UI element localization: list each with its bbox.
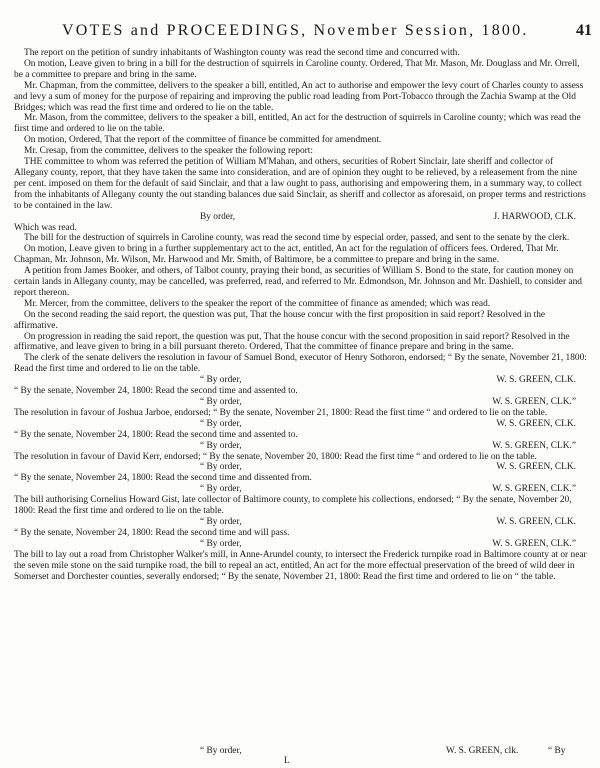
clerk-name: W. S. GREEN, CLK. xyxy=(496,516,576,527)
paragraph: The bill for the destruction of squirrels in Caroline county, was read the second time by especial order, passed, and sent to the senate by the clerk. xyxy=(24,233,570,244)
running-title: VOTES and PROCEEDINGS, November Session, 1800. xyxy=(62,22,529,39)
clerk-name: J. HARWOOD, CLK. xyxy=(493,211,576,222)
by-order: “ By order, xyxy=(200,397,242,407)
clerk-name: W. S. GREEN, CLK.” xyxy=(492,538,576,549)
report-text: THE committee to whom was referred the petition of William M'Mahan, and others, securities of Robert Sinclair, late sheriff and collector of Allegany county, report, that they have taken the same into consideration, and are of opinion they ought to be relieved, by a releasement from the nine per cent. imposed on them for the default of said Sinclair, and that a law ought to pass, authorising and empowering them, in a summary way, to collect from the inhabitants of Allegany county the out standing balances due said Sinclair, as sheriff and collector as aforesaid, on proper terms and restrictions to be contained in the law. xyxy=(14,157,586,211)
resolution-paragraph: The resolution in favour of Joshua Jarboe, endorsed; “ By the senate, November 21, 1800: Read the first time “ and ordered to lie on the table. xyxy=(14,407,548,418)
clerk-name: W. S. GREEN, clk. xyxy=(446,746,519,756)
clerk-name: W. S. GREEN, CLK.” xyxy=(492,440,576,451)
resolution-paragraph: The resolution in favour of David Kerr, endorsed; “ By the senate, November 20, 1800: Read the first time “ and ordered to lie on the table. xyxy=(14,451,537,462)
paragraph: A petition from James Booker, and others, of Talbot county, praying their bond, as securities of William S. Bond to the state, for caution money on certain lands in Allegany county, may be cancelled, was preferred, read, and referred to Mr. Edmondson, Mr. Johnson and Mr. Dashiell, to consider and report thereon. xyxy=(14,266,582,298)
green-signature xyxy=(14,441,588,452)
page-number: 41 xyxy=(576,22,592,39)
signature-letter: L xyxy=(284,756,290,766)
paragraph: On progression in reading the said report, the question was put, That the house concur with the second proposition in said report? Resolved in the affirmative, and leave given to bring in a bill pursuant thereto. Ordered, That the committee of finance prepare and bring in the same. xyxy=(14,331,570,353)
paragraph: On the second reading the said report, the question was put, That the house concur with the first proposition in said report? Resolved in the affirmative. xyxy=(14,309,546,331)
harwood-signature xyxy=(14,212,588,223)
paragraph: The clerk of the senate delivers the resolution in favour of Samuel Bond, executor of Henry Sothoron, endorsed; “ By the senate, November 21, 1800: Read the first time and ordered to lie on the table. xyxy=(14,353,587,375)
by-order: “ By order, xyxy=(200,538,242,549)
by-order: “ By order, xyxy=(200,516,242,527)
bill-paragraph: The bill authorising Cornelius Howard Gist, late collector of Baltimore county, to complete his collections, endorsed; “ By the senate, November 20, 1800: Read the first time and ordered to lie on the table. xyxy=(14,495,572,517)
paragraph: The report on the petition of sundry inhabitants of Washington county was read the second time and concurred with. xyxy=(24,48,460,58)
by-order: “ By order, xyxy=(200,462,242,473)
green-signature xyxy=(14,462,588,473)
green-signature xyxy=(14,375,588,386)
clerk-name: W. S. GREEN, CLK. xyxy=(496,462,576,473)
clerk-name: W. S. GREEN, CLK.” xyxy=(492,397,576,407)
endorsement-line: “ By the senate, November 24, 1800: Read the second time and dissented from. xyxy=(14,473,312,484)
catchword: “ By xyxy=(548,746,566,756)
endorsement-line: “ By the senate, November 24, 1800: Read the second time and assented to. xyxy=(14,429,298,440)
endorsement-line: “ By the senate, November 24, 1800: Read the second time and will pass. xyxy=(14,527,290,538)
paragraph: Mr. Chapman, from the committee, delivers to the speaker a bill, entitled, An act to authorise and empower the levy court of Charles county to assess and levy a sum of money for the purpose of repairing and improving the public road leading from Port-Tobacco through the Zachia Swamp at the Old Bridges; which was read the first time and ordered to lie on the table. xyxy=(14,80,584,113)
paragraph: Mr. Mercer, from the committee, delivers to the speaker the report of the committee of finance as amended; which was read. xyxy=(24,298,491,309)
endorsement-line: “ By the senate, November 24, 1800: Read the second time and assented to. xyxy=(14,386,298,397)
paragraph: On motion, Leave given to bring in a bill for the destruction of squirrels in Caroline county. Ordered, That Mr. Mason, Mr. Douglass and Mr. Orrell, be a committee to prepare and bring in the same. xyxy=(14,58,580,80)
green-signature xyxy=(14,539,588,550)
paragraph: Mr. Cresap, from the committee, delivers to the speaker the following report: xyxy=(24,146,313,157)
by-order: By order, xyxy=(200,211,236,222)
page-header xyxy=(8,22,592,42)
clerk-name: W. S. GREEN, CLK. xyxy=(496,418,576,429)
clerk-name: W. S. GREEN, CLK. xyxy=(496,375,576,386)
clerk-name: W. S. GREEN, CLK.” xyxy=(492,484,576,495)
green-signature xyxy=(14,517,588,528)
by-order: “ By order, xyxy=(200,375,242,386)
page-body xyxy=(14,48,588,582)
by-order: “ By order, xyxy=(200,440,242,451)
paragraph: On motion, Leave given to bring in a further supplementary act to the act, entitled, An act for the regulation of officers fees. Ordered, That Mr. Chapman, Mr. Johnson, Mr. Wilson, Mr. Harwood and Mr. Smith, of Baltimore, be a committee to prepare and bring in the same. xyxy=(14,244,559,266)
bill-paragraph: The bill to lay out a road from Christopher Walker's mill, in Anne-Arundel county, to intersect the Frederick turnpike road in Baltimore county at or near the seven mile stone on the said turnpike road, the bill to repeal an act, entitled, An act for the more effectual preservation of the breed of wild deer in Somerset and Dorchester counties, severally endorsed; “ By the senate, November 21, 1800: Read the first time and ordered to lie on “ the table. xyxy=(14,549,587,582)
by-order: “ By order, xyxy=(200,746,242,756)
green-signature xyxy=(14,484,588,495)
green-signature xyxy=(14,397,588,408)
by-order: “ By order, xyxy=(200,418,242,429)
by-order: “ By order, xyxy=(200,484,242,495)
paragraph: On motion, Ordered, That the report of the committee of finance be committed for amendment. xyxy=(24,135,382,146)
paragraph: Which was read. xyxy=(14,222,77,233)
paragraph: Mr. Mason, from the committee, delivers to the speaker a bill, entitled, An act for the destruction of squirrels in Caroline county; which was read the first time and ordered to lie on the table. xyxy=(14,113,581,135)
green-signature xyxy=(14,419,588,430)
